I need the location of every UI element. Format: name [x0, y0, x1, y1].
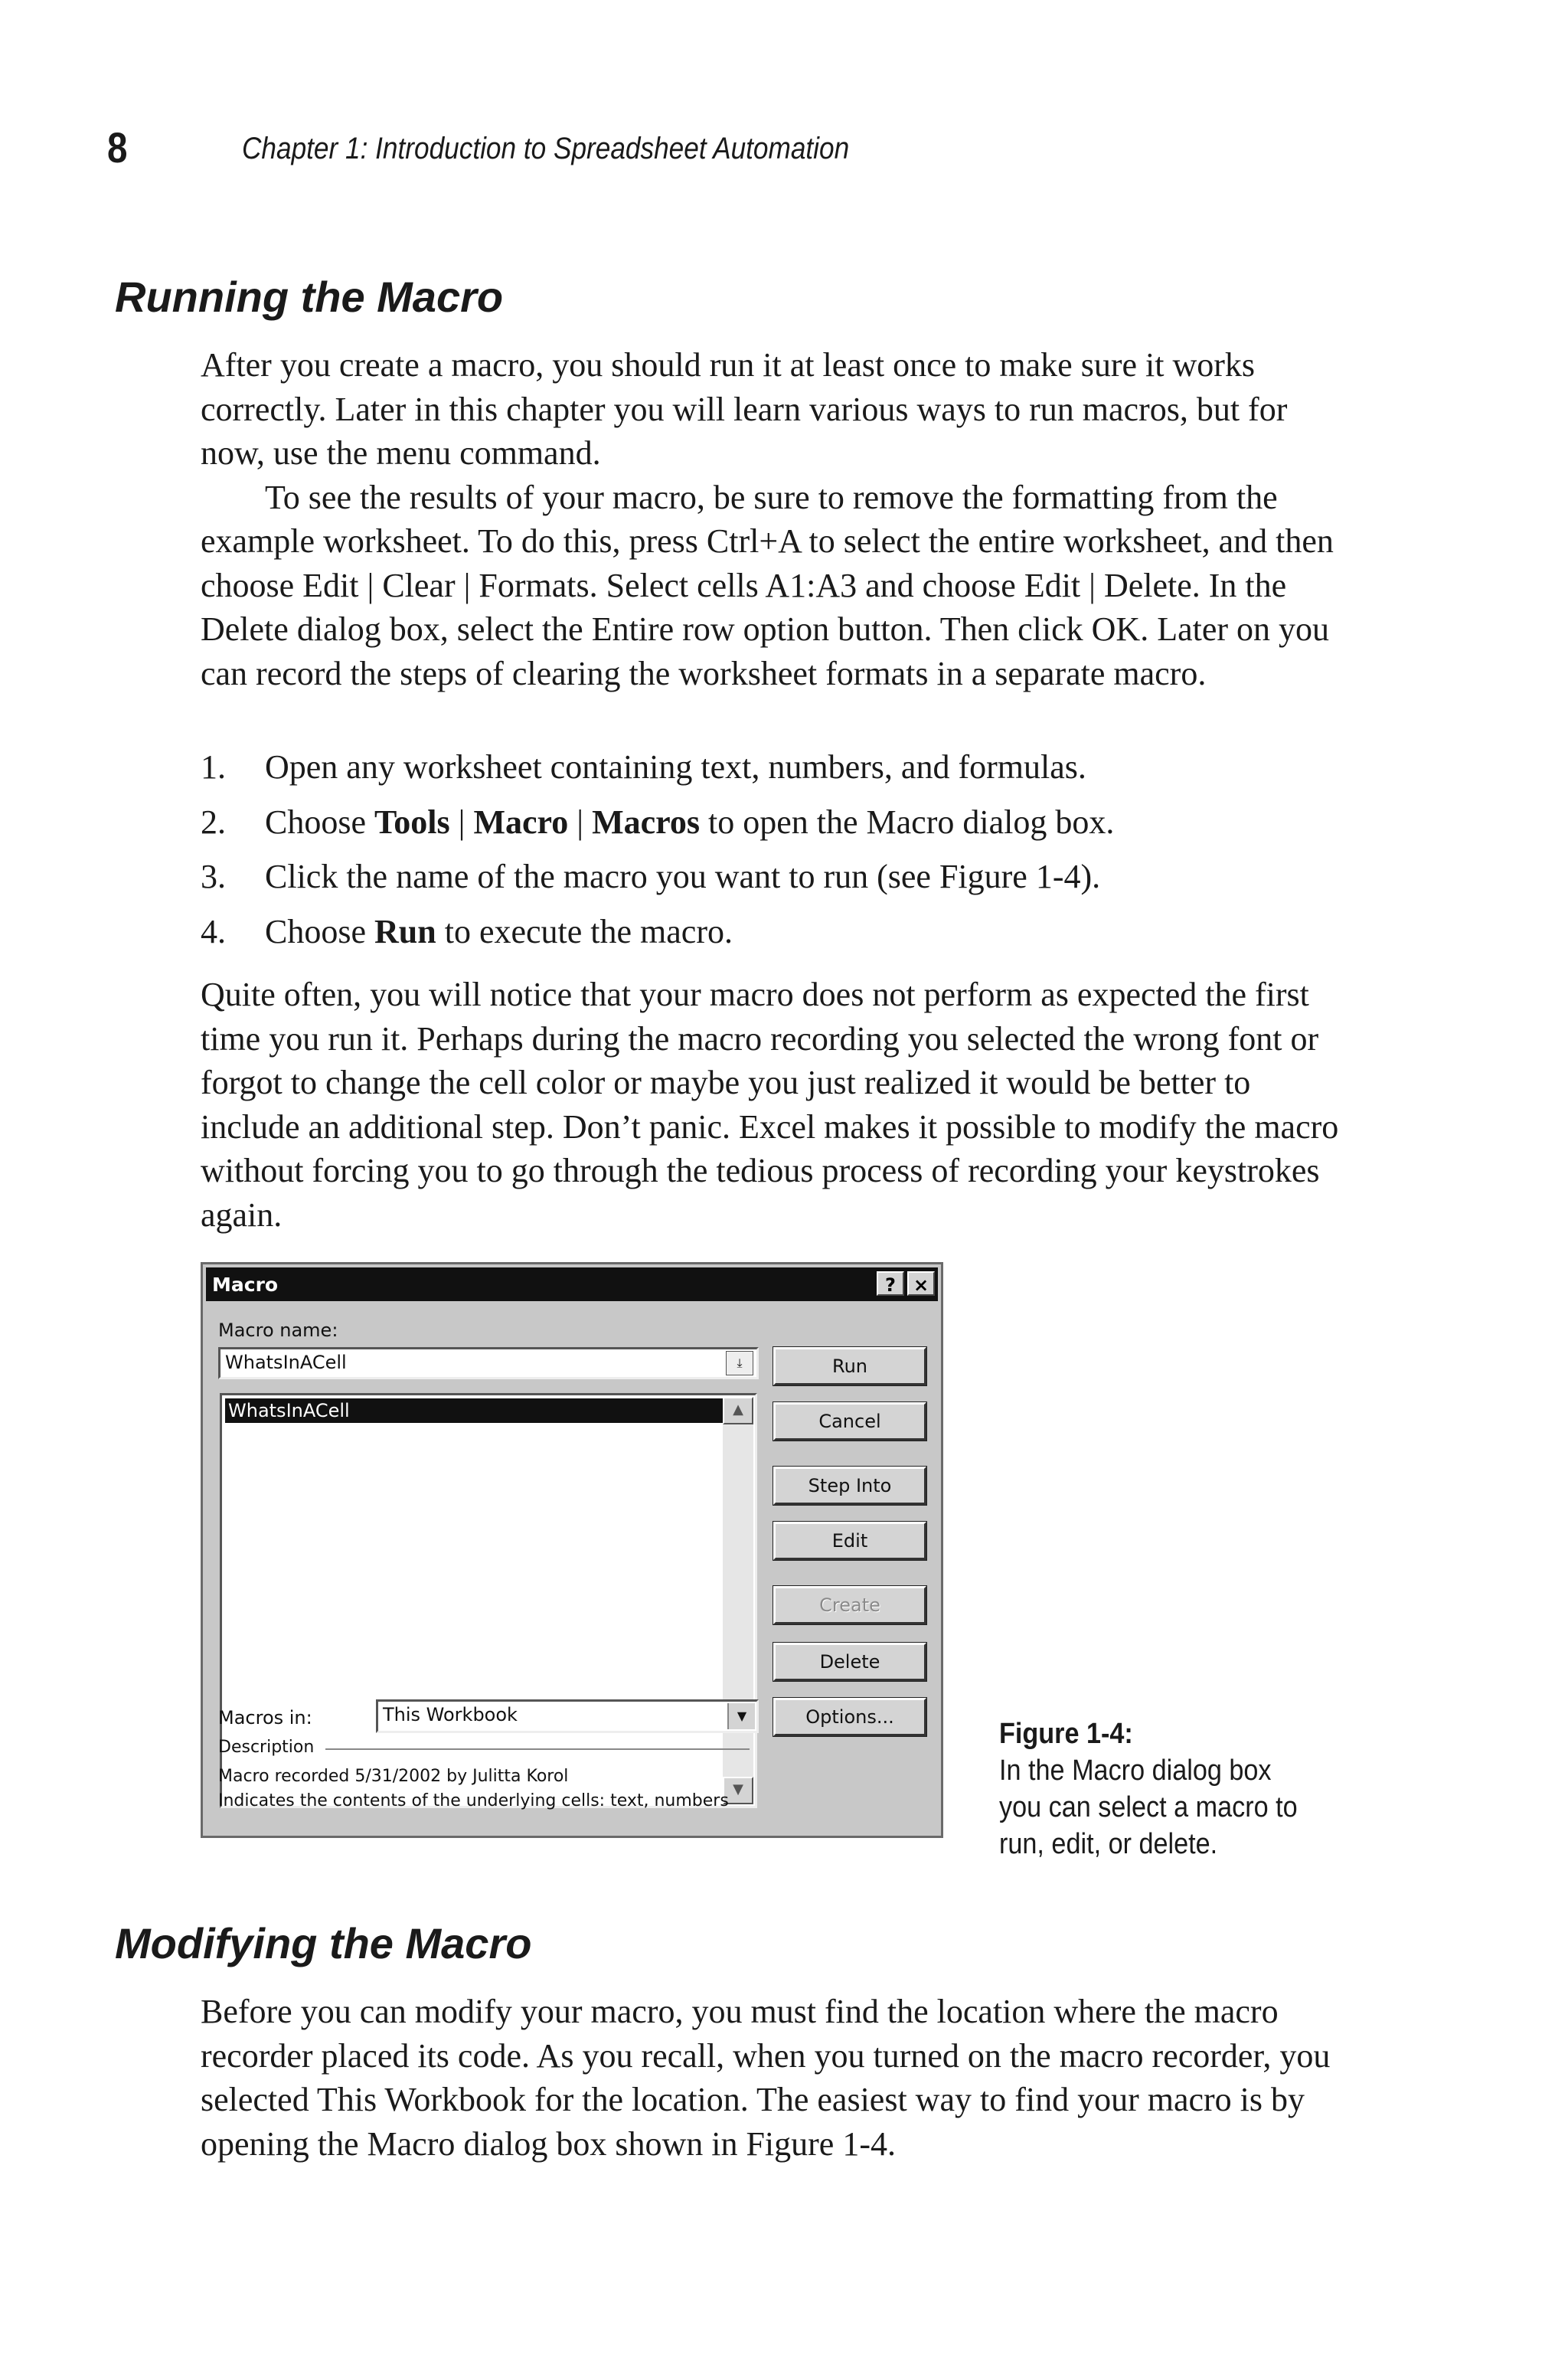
macro-name-label: Macro name:	[218, 1320, 338, 1341]
macros-in-select[interactable]	[376, 1699, 759, 1733]
menu-term: Macros	[592, 803, 700, 841]
dialog-titlebar[interactable]	[206, 1267, 938, 1301]
step-into-button[interactable]: Step Into	[773, 1467, 926, 1505]
options-button[interactable]: Options...	[773, 1698, 926, 1736]
step-separator: |	[449, 803, 474, 841]
caption-text: In the Macro dialog box you can select a macro to run, edit, or delete.	[999, 1755, 1298, 1860]
description-line: Macro recorded 5/31/2002 by Julitta Korol	[218, 1767, 569, 1786]
menu-term: Macro	[473, 803, 569, 841]
create-button[interactable]: Create	[773, 1586, 926, 1624]
section-heading-modifying: Modifying the Macro	[115, 1919, 532, 1967]
scroll-up-icon[interactable]: ▲	[723, 1397, 753, 1424]
run-button[interactable]: Run	[773, 1347, 926, 1385]
description-label: Description	[218, 1738, 315, 1757]
step-separator: |	[568, 803, 593, 841]
help-button[interactable]: ?	[877, 1271, 904, 1296]
section1-outro	[201, 973, 1349, 1237]
step-text: to open the Macro dialog box.	[700, 803, 1115, 841]
figure-caption	[999, 1715, 1309, 1863]
paragraph: Before you can modify your macro, you must find the location where the macro recorder placed its code. As you recall, when you turned on the macro recorder, you selected This Workbook for the location. The easiest way to find your macro is by opening the Macro dialog box shown in Figure 1-4.	[201, 1993, 1331, 2163]
step-text: Click the name of the macro you want to run (see Figure 1-4).	[265, 858, 1101, 895]
paragraph: After you create a macro, you should run it at least once to make sure it works correctly. Later in this chapter you will learn various ways to run macros, but for now, use the menu command.	[201, 346, 1288, 472]
collapse-dialog-icon[interactable]: ⤓	[726, 1351, 753, 1375]
section-heading-running: Running the Macro	[115, 273, 504, 321]
paragraph: To see the results of your macro, be sure to remove the formatting from the example worksheet. To do this, press Ctrl+A to select the entire worksheet, and then choose Edit | Clear | Formats. Select cells A1:A3 and choose Edit | Delete. In the Delete dialog box, select the Entire row option button. Then click OK. Later on you can record the steps of clearing the worksheet formats in a separate macro.	[201, 478, 1334, 692]
macro-name-input[interactable]	[218, 1347, 759, 1379]
macros-in-label: Macros in:	[218, 1707, 312, 1728]
running-head	[242, 132, 1352, 166]
list-item	[201, 910, 1349, 954]
step-number: 1.	[201, 748, 226, 786]
menu-term: Tools	[374, 803, 450, 841]
list-item[interactable]: WhatsInACell	[225, 1398, 723, 1423]
step-text: to execute the macro.	[436, 912, 733, 950]
macros-in-value: This Workbook	[383, 1704, 518, 1725]
macro-name-value: WhatsInACell	[225, 1352, 347, 1373]
step-number: 3.	[201, 858, 226, 895]
step-text: Choose	[265, 912, 374, 950]
chevron-down-icon[interactable]: ▼	[727, 1703, 755, 1729]
list-item	[201, 745, 1349, 790]
list-item	[201, 855, 1349, 899]
caption-title: Figure 1-4:	[999, 1718, 1133, 1750]
delete-button[interactable]: Delete	[773, 1643, 926, 1681]
description-divider	[325, 1748, 750, 1750]
menu-term: Run	[374, 912, 436, 950]
step-number: 2.	[201, 803, 226, 841]
running-head-text: Chapter 1: Introduction to Spreadsheet Automation	[242, 132, 850, 165]
dialog-title: Macro	[212, 1274, 279, 1296]
page-number: 8	[107, 123, 128, 172]
section2-body	[201, 1990, 1349, 2166]
macro-dialog	[201, 1262, 943, 1838]
step-text: Choose	[265, 803, 374, 841]
scroll-down-icon[interactable]: ▼	[723, 1777, 753, 1804]
section1-intro	[201, 343, 1349, 695]
description-line: Indicates the contents of the underlying cells: text, numbers	[218, 1791, 729, 1810]
list-scrollbar[interactable]	[723, 1397, 753, 1804]
close-button[interactable]: ×	[907, 1271, 935, 1296]
cancel-button[interactable]: Cancel	[773, 1402, 926, 1441]
edit-button[interactable]: Edit	[773, 1522, 926, 1560]
steps-list	[201, 745, 1349, 964]
step-text: Open any worksheet containing text, numbers, and formulas.	[265, 748, 1086, 786]
paragraph: Quite often, you will notice that your macro does not perform as expected the first time you run it. Perhaps during the macro recording you selected the wrong font or forgot to change the cell color or maybe you just realized it would be better to include an additional step. Don’t panic. Excel makes it possible to modify the macro without forcing you to go through the tedious process of recording your keystrokes again.	[201, 976, 1339, 1234]
list-item	[201, 800, 1349, 845]
step-number: 4.	[201, 912, 226, 950]
